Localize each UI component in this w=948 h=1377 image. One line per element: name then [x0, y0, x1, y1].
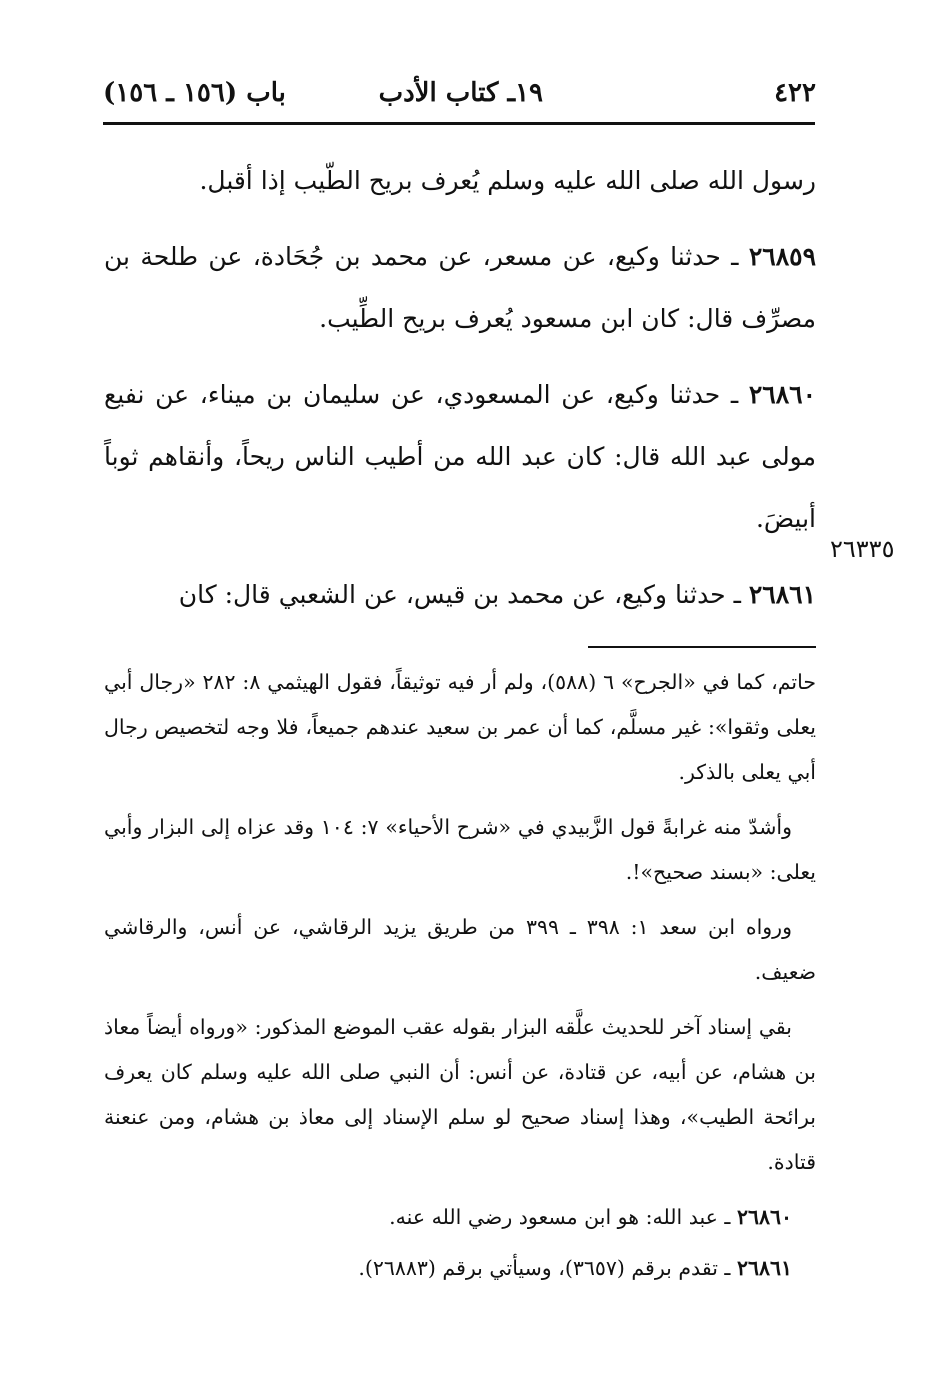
footnote-ref-number: ٢٦٨٦٠: [736, 1205, 792, 1229]
page-number: ٤٢٢: [774, 78, 816, 108]
footnote-paragraph: بقي إسناد آخر للحديث علَّقه البزار بقوله عقب الموضع المذكور: «ورواه أيضاً معاذ بن هشام، عن أبيه، عن قتادة، عن أنس: أن النبي صلى الله عليه وسلم كان يعرف برائحة الطيب»، وهذا إسناد صحيح لو سلم الإسناد إلى معاذ بن هشام، ومن عنعنة قتادة.: [104, 1015, 816, 1174]
footnote-ref-text: ـ تقدم برقم (٣٦٥٧)، وسيأتي برقم (٢٦٨٨٣).: [358, 1256, 737, 1280]
footnotes: [104, 660, 816, 1297]
hadith-26861: [104, 564, 816, 626]
main-text: [104, 150, 816, 640]
footnote-paragraph: وأشدّ منه غرابةً قول الزَّبيدي في «شرح الأحياء» ٧: ١٠٤ وقد عزاه إلى البزار وأبي يعلى: «بسند صحيح»!.: [104, 815, 816, 884]
hadith-26860: [104, 364, 816, 550]
header-divider: [103, 122, 815, 125]
book-title: ١٩ـ كتاب الأدب: [378, 78, 543, 108]
hadith-26859: [104, 226, 816, 350]
hadith-number: ٢٦٨٥٩: [748, 242, 816, 271]
margin-reference-number: ٢٦٣٣٥: [830, 535, 895, 563]
continuation-text: رسول الله صلى الله عليه وسلم يُعرف بريح الطّيب إذا أقبل.: [199, 166, 816, 195]
chapter-range: باب (١٥٦ ـ ١٥٦): [103, 78, 286, 108]
hadith-text: ـ حدثنا وكيع، عن محمد بن قيس، عن الشعبي قال: كان: [178, 580, 749, 609]
footnote-divider: [588, 646, 816, 648]
hadith-text: ـ حدثنا وكيع، عن المسعودي، عن سليمان بن ميناء، عن نفيع مولى عبد الله قال: كان عبد الله من أطيب الناس ريحاً، وأنقاهم ثوباً أبيضَ.: [104, 380, 816, 533]
footnote-ref-text: ـ عبد الله: هو ابن مسعود رضي الله عنه.: [389, 1205, 737, 1229]
footnote-ref-number: ٢٦٨٦١: [736, 1256, 792, 1280]
hadith-text: ـ حدثنا وكيع، عن مسعر، عن محمد بن جُحَادة، عن طلحة بن مصرِّف قال: كان ابن مسعود يُعرف بريح الطِّيب.: [104, 242, 816, 333]
footnote-ref-26860: [104, 1195, 816, 1240]
footnote-paragraph: ورواه ابن سعد ١: ٣٩٨ ـ ٣٩٩ من طريق يزيد الرقاشي، عن أنس، والرقاشي ضعيف.: [104, 915, 816, 984]
hadith-number: ٢٦٨٦١: [748, 580, 816, 609]
footnote-paragraph: حاتم، كما في «الجرح» ٦ (٥٨٨)، ولم أر فيه توثيقاً، فقول الهيثمي ٨: ٢٨٢ «رجال أبي يعلى وثقوا»: غير مسلَّم، كما أن عمر بن سعيد عندهم جميعاً، فلا وجه لتخصيص رجال أبي يعلى بالذكر.: [104, 670, 816, 784]
hadith-number: ٢٦٨٦٠: [748, 380, 816, 409]
footnote-ref-26861: [104, 1246, 816, 1291]
